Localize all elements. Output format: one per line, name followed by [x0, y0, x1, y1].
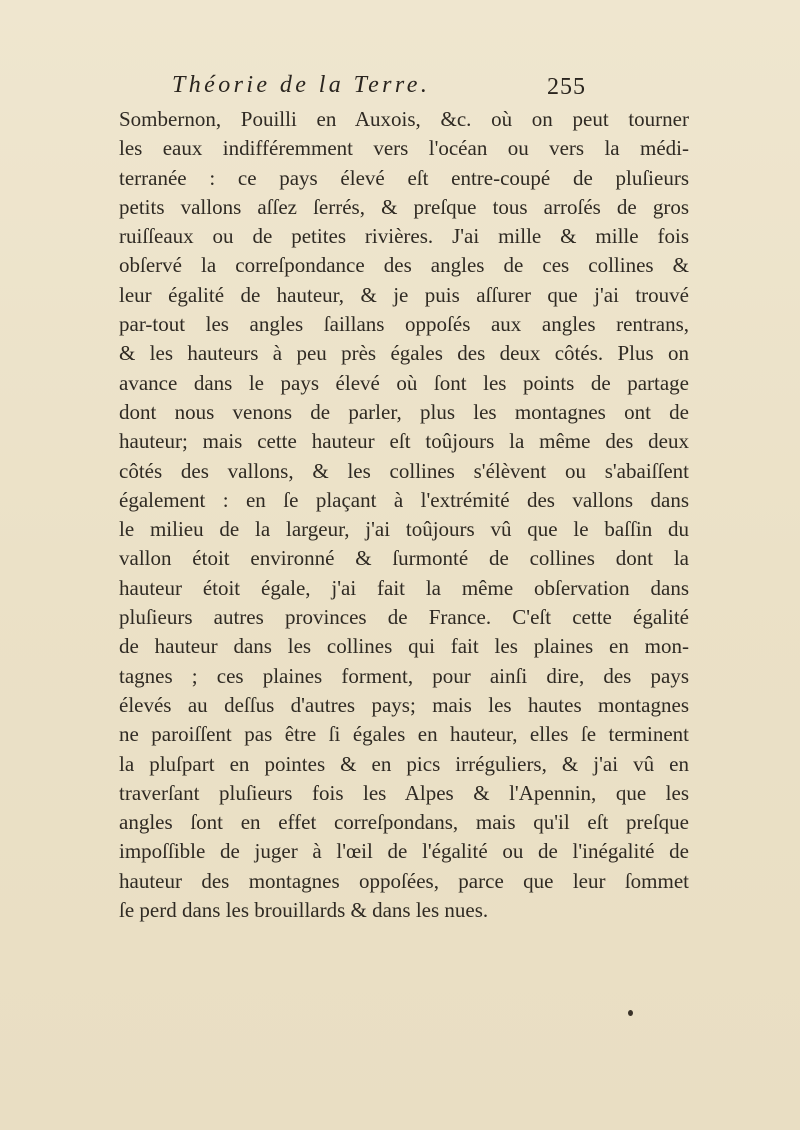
text-line: angles ſont en effet correſpondans, mais qu'il eſt preſque — [119, 810, 689, 835]
text-line: obſervé la correſpondance des angles de ces collines & — [119, 253, 689, 278]
text-line: traverſant pluſieurs fois les Alpes & l'Apennin, que les — [119, 780, 689, 805]
page-number: 255 — [547, 74, 586, 100]
text-line: pluſieurs autres provinces de France. C'eſt cette égalité — [119, 605, 689, 630]
text-line: le milieu de la largeur, j'ai toûjours vû que le baſſin du — [119, 517, 689, 542]
text-line: tagnes ; ces plaines forment, pour ainſi dire, des pays — [119, 663, 689, 688]
text-line: petits vallons aſſez ſerrés, & preſque tous arroſés de gros — [119, 194, 689, 219]
text-line: ruiſſeaux ou de petites rivières. J'ai mille & mille fois — [119, 224, 689, 249]
text-line: hauteur; mais cette hauteur eſt toûjours la même des deux — [119, 429, 689, 454]
text-line: vallon étoit environné & ſurmonté de collines dont la — [119, 546, 689, 571]
running-title: Théorie de la Terre. — [172, 72, 431, 98]
text-line: hauteur étoit égale, j'ai fait la même obſervation dans — [119, 575, 689, 600]
text-line: ne paroiſſent pas être ſi égales en hauteur, elles ſe terminent — [119, 722, 689, 747]
ink-speck — [628, 1010, 633, 1016]
text-line: par-tout les angles ſaillans oppoſés aux angles rentrans, — [119, 312, 689, 337]
text-line: avance dans le pays élevé où ſont les points de partage — [119, 370, 689, 395]
text-line: les eaux indifféremment vers l'océan ou vers la médi- — [119, 136, 689, 161]
running-head — [172, 72, 602, 106]
text-line: également : en ſe plaçant à l'extrémité des vallons dans — [119, 487, 689, 512]
text-line: & les hauteurs à peu près égales des deux côtés. Plus on — [119, 341, 689, 366]
text-line: leur égalité de hauteur, & je puis aſſurer que j'ai trouvé — [119, 282, 689, 307]
text-line: Sombernon, Pouilli en Auxois, &c. où on peut tourner — [119, 107, 689, 131]
text-line-last: ſe perd dans les brouillards & dans les nues. — [119, 898, 489, 923]
text-line: de hauteur dans les collines qui fait les plaines en mon- — [119, 634, 689, 659]
text-line: hauteur des montagnes oppoſées, parce que leur ſommet — [119, 868, 689, 893]
text-line: impoſſible de juger à l'œil de l'égalité ou de l'inégalité de — [119, 839, 689, 864]
text-line: terranée : ce pays élevé eſt entre-coupé de pluſieurs — [119, 165, 689, 190]
text-line: élevés au deſſus d'autres pays; mais les hautes montagnes — [119, 692, 689, 717]
text-line: dont nous venons de parler, plus les montagnes ont de — [119, 399, 689, 424]
text-line: côtés des vallons, & les collines s'élèvent ou s'abaiſſent — [119, 458, 689, 483]
text-line: la pluſpart en pointes & en pics irréguliers, & j'ai vû en — [119, 751, 689, 776]
body-text — [119, 105, 689, 925]
